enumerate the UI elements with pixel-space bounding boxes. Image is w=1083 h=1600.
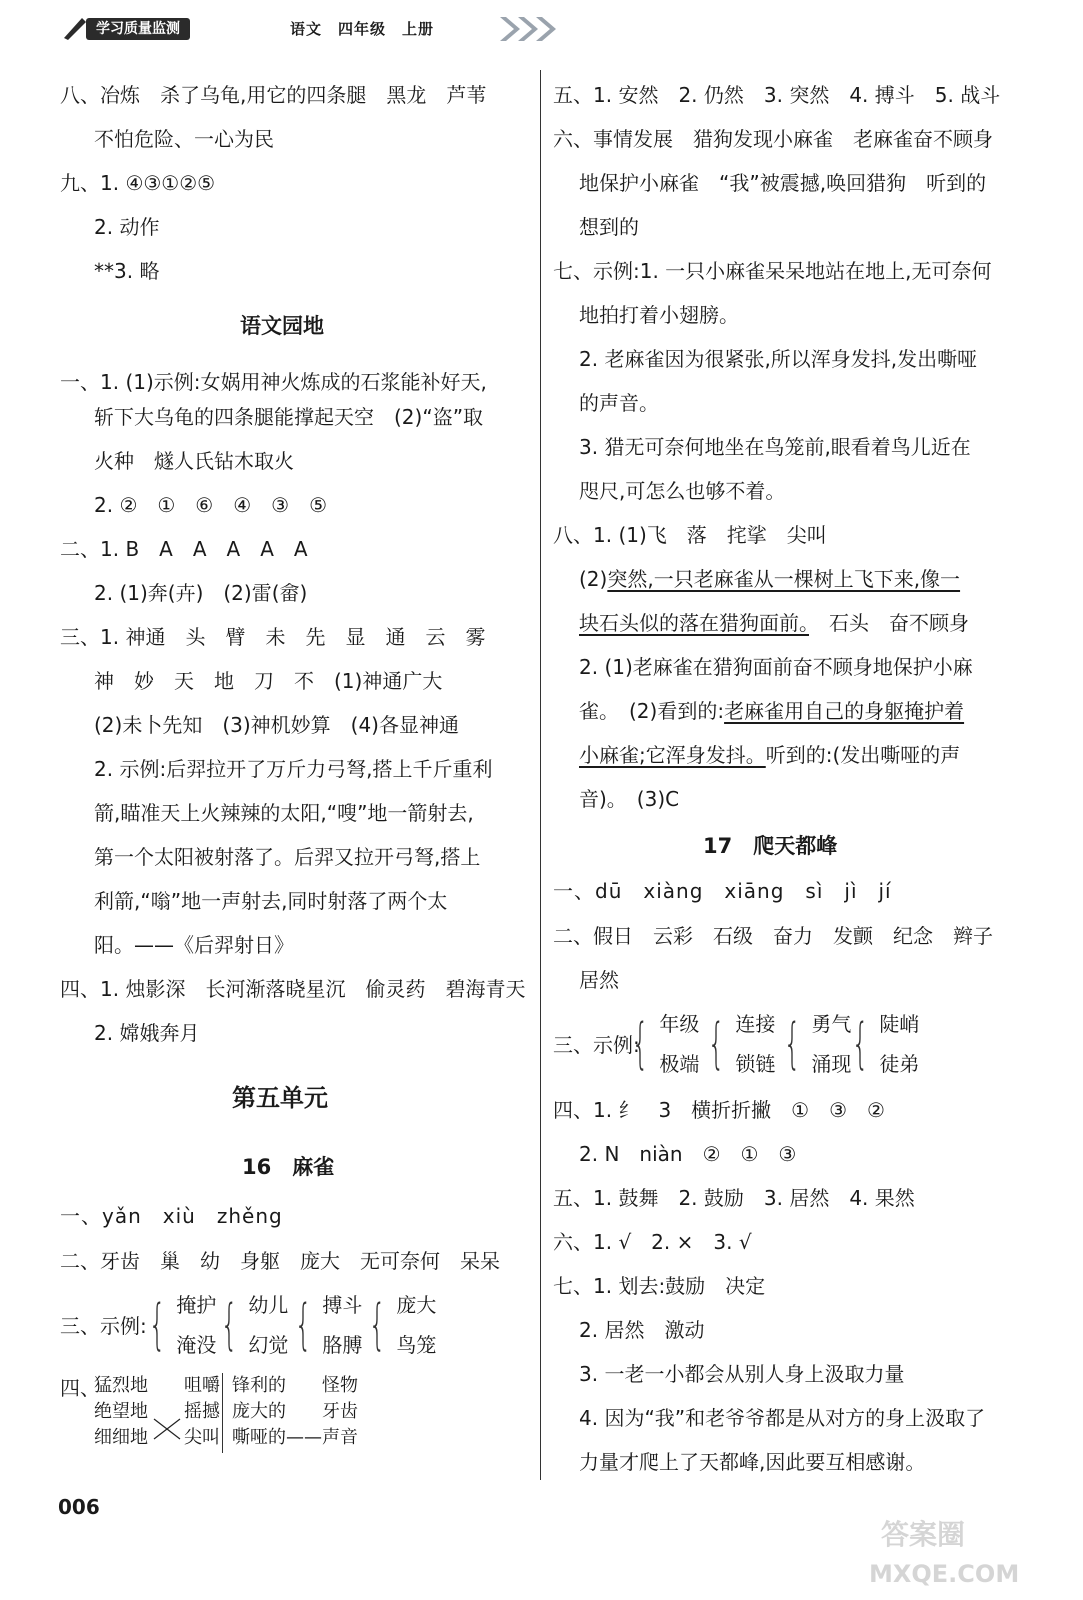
- answer-line: 六、1. √ 2. × 3. √: [553, 1230, 752, 1254]
- answer-line: [579, 696, 964, 726]
- brace-icon: {: [631, 1012, 649, 1075]
- answer-line: 第一个太阳被射落了。后羿又拉开弓弩,搭上: [94, 845, 481, 869]
- column-divider: [540, 70, 541, 1480]
- answer-line: 2. N niàn ② ① ③: [579, 1142, 797, 1166]
- answer-line: 2. ② ① ⑥ ④ ③ ⑤: [94, 493, 328, 517]
- answer-line: 四、1. 烛影深 长河渐落晓星沉 偷灵药 碧海青天: [60, 977, 526, 1001]
- word-pair-group: [360, 1285, 436, 1365]
- word: 幻觉: [248, 1333, 289, 1357]
- answer-line: 六、事情发展 猎狗发现小麻雀 老麻雀奋不顾身: [553, 127, 993, 151]
- word: 陡峭: [879, 1012, 920, 1036]
- brace-icon: {: [368, 1293, 386, 1356]
- word-pair-group: [843, 1004, 919, 1084]
- word: 胳膊: [322, 1333, 363, 1357]
- answer-line: 斩下大乌龟的四条腿能撑起天空 (2)“盗”取: [94, 405, 484, 429]
- brace-icon: {: [783, 1012, 801, 1075]
- section-title: 语文园地: [240, 314, 324, 338]
- answer-line: 八、1. (1)飞 落 挓挲 尖叫: [553, 523, 827, 547]
- lesson-title: 16 麻雀: [242, 1155, 335, 1179]
- match-lines: [152, 1413, 182, 1443]
- answer-line: 一、yǎn xiù zhěng: [60, 1204, 283, 1228]
- answer-line: 咫尺,可怎么也够不着。: [579, 479, 786, 503]
- answer-line: 不怕危险、一心为民: [94, 127, 274, 151]
- match-row: 绝望地 摇撼: [94, 1401, 220, 1422]
- word-pair-group: [699, 1004, 775, 1084]
- header-subject: 语文 四年级 上册: [290, 20, 435, 38]
- answer-text: (2): [579, 567, 608, 591]
- answer-line: 九、1. ④③①②⑤: [60, 171, 216, 195]
- word: 勇气: [811, 1012, 852, 1036]
- word: 搏斗: [322, 1293, 363, 1317]
- unit-title: 第五单元: [232, 1084, 328, 1112]
- answer-line: 二、假日 云彩 石级 奋力 发颤 纪念 辫子: [553, 924, 993, 948]
- word: 鸟笼: [396, 1333, 437, 1357]
- answer-text: 听到的:(发出嘶哑的声: [765, 743, 961, 767]
- answer-line: 想到的: [579, 215, 639, 239]
- watermark-logo: [861, 1510, 1071, 1590]
- watermark-url: MXQE.COM: [869, 1560, 1020, 1588]
- answer-line: 居然: [579, 968, 619, 992]
- brace-icon: {: [294, 1293, 312, 1356]
- word: 锁链: [735, 1052, 776, 1076]
- pen-icon: [62, 14, 88, 40]
- answer-line: 2. (1)老麻雀在猎狗面前奋不顾身地保护小麻: [579, 655, 973, 679]
- page-number: 006: [58, 1495, 100, 1519]
- underlined-sentence: 突然,一只老麻雀从一棵树上飞下来,像一: [607, 567, 961, 591]
- matching-list-right: [232, 1373, 358, 1451]
- answer-line: 二、1. B A A A A A: [60, 537, 308, 561]
- underlined-sentence: 老麻雀用自己的身躯掩护着: [724, 699, 965, 723]
- answer-line: 的声音。: [579, 391, 659, 415]
- answer-line: 3. 一老一小都会从别人身上汲取力量: [579, 1362, 905, 1386]
- answer-line: 八、冶炼 杀了乌龟,用它的四条腿 黑龙 芦苇: [60, 83, 487, 107]
- answer-line: 2. 示例:后羿拉开了万斤力弓弩,搭上千斤重利: [94, 757, 493, 781]
- underlined-sentence: 小麻雀;它浑身发抖。: [579, 743, 766, 767]
- brace-icon: {: [851, 1012, 869, 1075]
- brace-icon: {: [220, 1293, 238, 1356]
- answer-line: 一、dū xiàng xiāng sì jì jí: [553, 879, 892, 903]
- answer-line: 一、1. (1)示例:女娲用神火炼成的石浆能补好天,: [60, 370, 487, 394]
- answer-line: 2. 居然 激动: [579, 1318, 705, 1342]
- answer-label: 三、示例:: [553, 1033, 640, 1057]
- word: 徒弟: [879, 1052, 920, 1076]
- match-row: 庞大的 牙齿: [232, 1401, 358, 1422]
- answer-line: 力量才爬上了天都峰,因此要互相感谢。: [579, 1450, 926, 1474]
- answer-line: 2. 老麻雀因为很紧张,所以浑身发抖,发出嘶哑: [579, 347, 978, 371]
- answer-line: 4. 因为“我”和老爷爷都是从对方的身上汲取了: [579, 1406, 986, 1430]
- chevron-right-icon: [498, 15, 568, 43]
- word-pair-group: [140, 1285, 216, 1365]
- word: 庞大: [396, 1293, 437, 1317]
- match-row: 锋利的 怪物: [232, 1375, 358, 1396]
- answer-line: 七、示例:1. 一只小麻雀呆呆地站在地上,无可奈何: [553, 259, 992, 283]
- answer-line: 五、1. 鼓舞 2. 鼓励 3. 居然 4. 果然: [553, 1186, 915, 1210]
- underlined-sentence: 块石头似的落在猎狗面前。: [579, 611, 809, 635]
- word: 极端: [659, 1052, 700, 1076]
- word: 连接: [735, 1012, 776, 1036]
- brace-icon: {: [148, 1293, 166, 1356]
- word-pair-group: [212, 1285, 288, 1365]
- word-pair-group: [623, 1004, 699, 1084]
- word: 年级: [659, 1012, 700, 1036]
- page-header: [62, 12, 522, 42]
- answer-line: 阳。——《后羿射日》: [94, 933, 294, 957]
- header-badge: 学习质量监测: [86, 18, 190, 40]
- answer-line: 音)。 (3)C: [579, 787, 680, 811]
- answer-line: 地保护小麻雀 “我”被震撼,唤回猎狗 听到的: [579, 171, 987, 195]
- lesson-title: 17 爬天都峰: [703, 834, 838, 858]
- match-row: 猛烈地 咀嚼: [94, 1375, 220, 1396]
- word: 掩护: [176, 1293, 217, 1317]
- watermark-text: 答案圈: [881, 1518, 966, 1551]
- answer-line: 利箭,“嗡”地一声射去,同时射落了两个太: [94, 889, 448, 913]
- answer-line: 2. (1)奔(卉) (2)雷(畲): [94, 581, 308, 605]
- answer-label: 三、示例:: [60, 1314, 147, 1338]
- answer-line: 七、1. 划去:鼓励 决定: [553, 1274, 766, 1298]
- answer-line: 地拍打着小翅膀。: [579, 303, 739, 327]
- answer-line: **3. 略: [94, 259, 160, 283]
- answer-line: 二、牙齿 巢 幼 身躯 庞大 无可奈何 呆呆: [60, 1249, 500, 1273]
- answer-line: 2. 动作: [94, 215, 160, 239]
- match-row: 嘶哑的——声音: [232, 1427, 358, 1448]
- answer-line: (2)未卜先知 (3)神机妙算 (4)各显神通: [94, 713, 459, 737]
- answer-text: 雀。 (2)看到的:: [579, 699, 725, 723]
- match-row: 细细地 尖叫: [94, 1427, 220, 1448]
- answer-text: 石头 奋不顾身: [809, 611, 969, 635]
- word-pair-group: [775, 1004, 851, 1084]
- word: 幼儿: [248, 1293, 289, 1317]
- answer-line: 三、1. 神通 头 臂 未 先 显 通 云 雾: [60, 625, 486, 649]
- answer-line: 火种 燧人氏钻木取火: [94, 449, 294, 473]
- answer-line: [579, 564, 960, 594]
- answer-line: 五、1. 安然 2. 仍然 3. 突然 4. 搏斗 5. 战斗: [553, 83, 1001, 107]
- answer-line: 3. 猎无可奈何地坐在鸟笼前,眼看着鸟儿近在: [579, 435, 971, 459]
- answer-line: 神 妙 天 地 刀 不 (1)神通广大: [94, 669, 443, 693]
- matching-divider: [222, 1373, 223, 1453]
- word-pair-group: [286, 1285, 362, 1365]
- answer-line: [579, 740, 960, 770]
- answer-line: [579, 608, 969, 638]
- word: 淹没: [176, 1333, 217, 1357]
- answer-line: 箭,瞄准天上火辣辣的太阳,“嗖”地一箭射去,: [94, 801, 474, 825]
- word: 涌现: [811, 1052, 852, 1076]
- answer-line: 2. 嫦娥奔月: [94, 1021, 200, 1045]
- brace-icon: {: [707, 1012, 725, 1075]
- answer-label: 四、: [60, 1376, 100, 1400]
- answer-line: 四、1. 纟 3 横折折撇 ① ③ ②: [553, 1098, 885, 1122]
